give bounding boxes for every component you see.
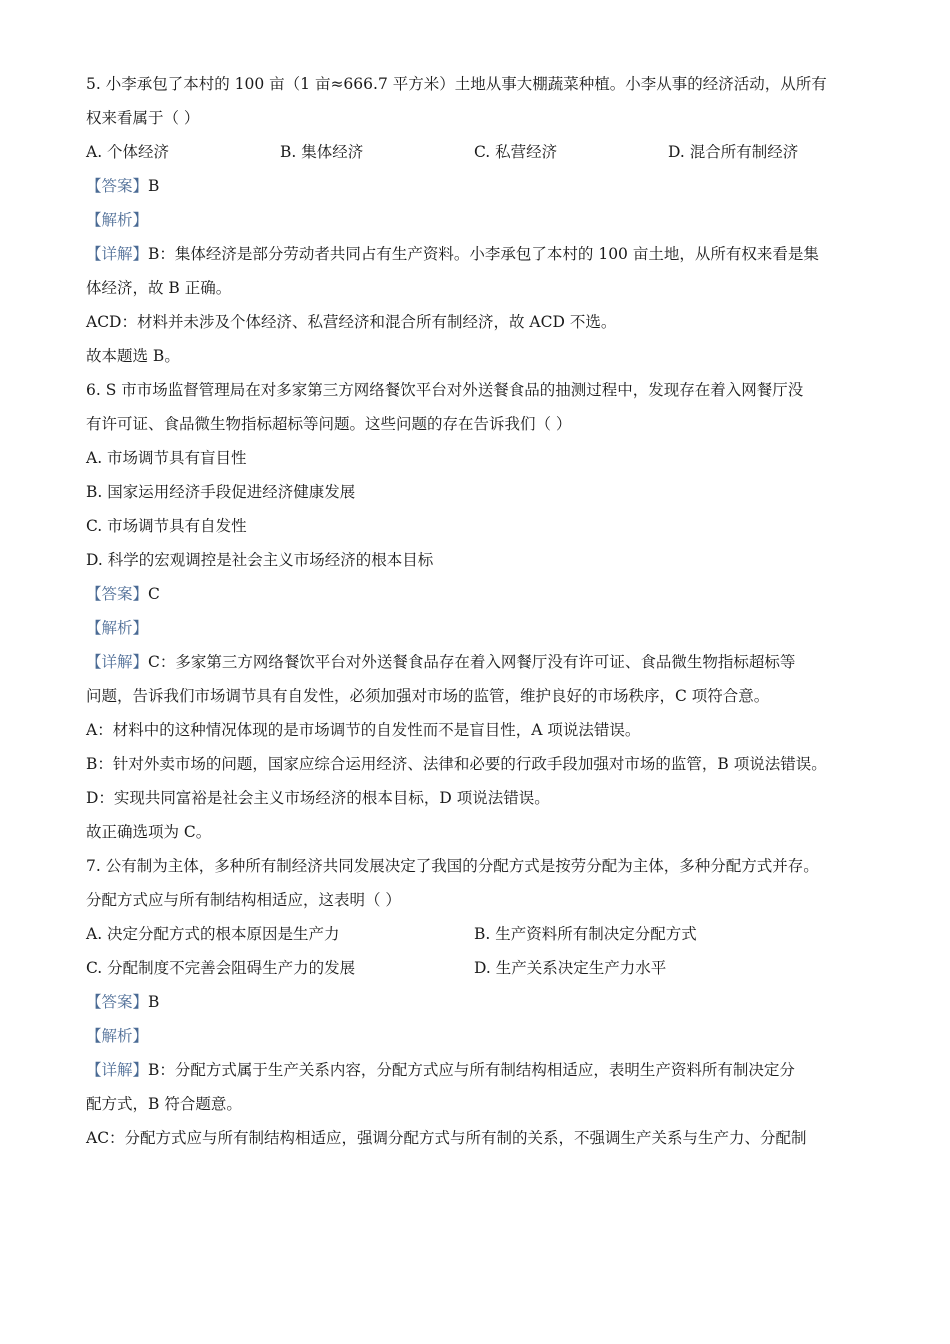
q5-detail-text: B：集体经济是部分劳动者共同占有生产资料。小李承包了本村的 100 亩土地，从所有权来看是集 — [148, 245, 819, 263]
q6-option-c: C. 市场调节具有自发性 — [86, 517, 247, 535]
q7-option-b: B. 生产资料所有制决定分配方式 — [474, 925, 697, 943]
q7-stem-line1: 7. 公有制为主体，多种所有制经济共同发展决定了我国的分配方式是按劳分配为主体，多种分配方式并存。 — [86, 857, 819, 875]
q6-detail-line3: A：材料中的这种情况体现的是市场调节的自发性而不是盲目性，A 项说法错误。 — [86, 721, 641, 739]
q5-answer-value: B — [148, 177, 160, 195]
q6-detail-line2: 问题，告诉我们市场调节具有自发性，必须加强对市场的监管，维护良好的市场秩序，C 项符合意。 — [86, 687, 770, 705]
q5-detail-line2: 体经济，故 B 正确。 — [86, 279, 232, 297]
q7-option-d: D. 生产关系决定生产力水平 — [474, 959, 667, 977]
q6-stem-line2: 有许可证、食品微生物指标超标等问题。这些问题的存在告诉我们（ ） — [86, 415, 572, 433]
q7-option-a: A. 决定分配方式的根本原因是生产力 — [86, 925, 340, 943]
q6-analysis-tag: 【解析】 — [86, 619, 149, 637]
q5-option-d: D. 混合所有制经济 — [668, 143, 799, 161]
q6-option-a: A. 市场调节具有盲目性 — [86, 449, 247, 467]
q6-answer-value: C — [148, 585, 160, 603]
q6-detail-line6: 故正确选项为 C。 — [86, 823, 212, 841]
q5-detail-line3: ACD：材料并未涉及个体经济、私营经济和混合所有制经济，故 ACD 不选。 — [86, 313, 617, 331]
q6-stem-line1: 6. S 市市场监督管理局在对多家第三方网络餐饮平台对外送餐食品的抽测过程中，发现存在着入网餐厅没 — [86, 381, 804, 399]
q7-detail-text: B：分配方式属于生产关系内容，分配方式应与所有制结构相适应，表明生产资料所有制决定分 — [148, 1061, 795, 1079]
q5-option-a: A. 个体经济 — [86, 143, 170, 161]
detail-tag: 【详解】 — [86, 653, 149, 671]
q5-options — [86, 142, 886, 162]
q7-detail-line2: 配方式，B 符合题意。 — [86, 1095, 242, 1113]
detail-tag: 【详解】 — [86, 245, 149, 263]
document-page — [86, 74, 886, 1148]
q5-answer — [86, 176, 886, 196]
q7-analysis-tag: 【解析】 — [86, 1027, 149, 1045]
q5-detail-line4: 故本题选 B。 — [86, 347, 180, 365]
q5-option-c: C. 私营经济 — [474, 143, 558, 161]
answer-tag: 【答案】 — [86, 177, 149, 195]
q7-answer — [86, 992, 886, 1012]
q5-option-b: B. 集体经济 — [280, 143, 364, 161]
q7-answer-value: B — [148, 993, 160, 1011]
q7-option-c: C. 分配制度不完善会阻碍生产力的发展 — [86, 959, 356, 977]
q6-detail-text: C：多家第三方网络餐饮平台对外送餐食品存在着入网餐厅没有许可证、食品微生物指标超标等 — [148, 653, 796, 671]
answer-tag: 【答案】 — [86, 993, 149, 1011]
q5-detail-line1 — [86, 244, 886, 264]
q6-detail-line5: D：实现共同富裕是社会主义市场经济的根本目标，D 项说法错误。 — [86, 789, 550, 807]
q7-options-row2 — [86, 958, 886, 978]
q7-options-row1 — [86, 924, 886, 944]
q5-stem-line1: 5. 小李承包了本村的 100 亩（1 亩≈666.7 平方米）土地从事大棚蔬菜种植。小李从事的经济活动，从所有 — [86, 75, 827, 93]
q7-detail-line3: AC：分配方式应与所有制结构相适应，强调分配方式与所有制的关系，不强调生产关系与生产力、分配制 — [86, 1129, 807, 1147]
q6-option-d: D. 科学的宏观调控是社会主义市场经济的根本目标 — [86, 551, 434, 569]
q6-answer — [86, 584, 886, 604]
q5-analysis-tag: 【解析】 — [86, 211, 149, 229]
detail-tag: 【详解】 — [86, 1061, 149, 1079]
q6-option-b: B. 国家运用经济手段促进经济健康发展 — [86, 483, 356, 501]
q6-detail-line4: B：针对外卖市场的问题，国家应综合运用经济、法律和必要的行政手段加强对市场的监管，B 项说法错误。 — [86, 755, 827, 773]
answer-tag: 【答案】 — [86, 585, 149, 603]
q5-stem-line2: 权来看属于（ ） — [86, 109, 200, 127]
q6-detail-line1 — [86, 652, 886, 672]
q7-detail-line1 — [86, 1060, 886, 1080]
q7-stem-line2: 分配方式应与所有制结构相适应，这表明（ ） — [86, 891, 401, 909]
